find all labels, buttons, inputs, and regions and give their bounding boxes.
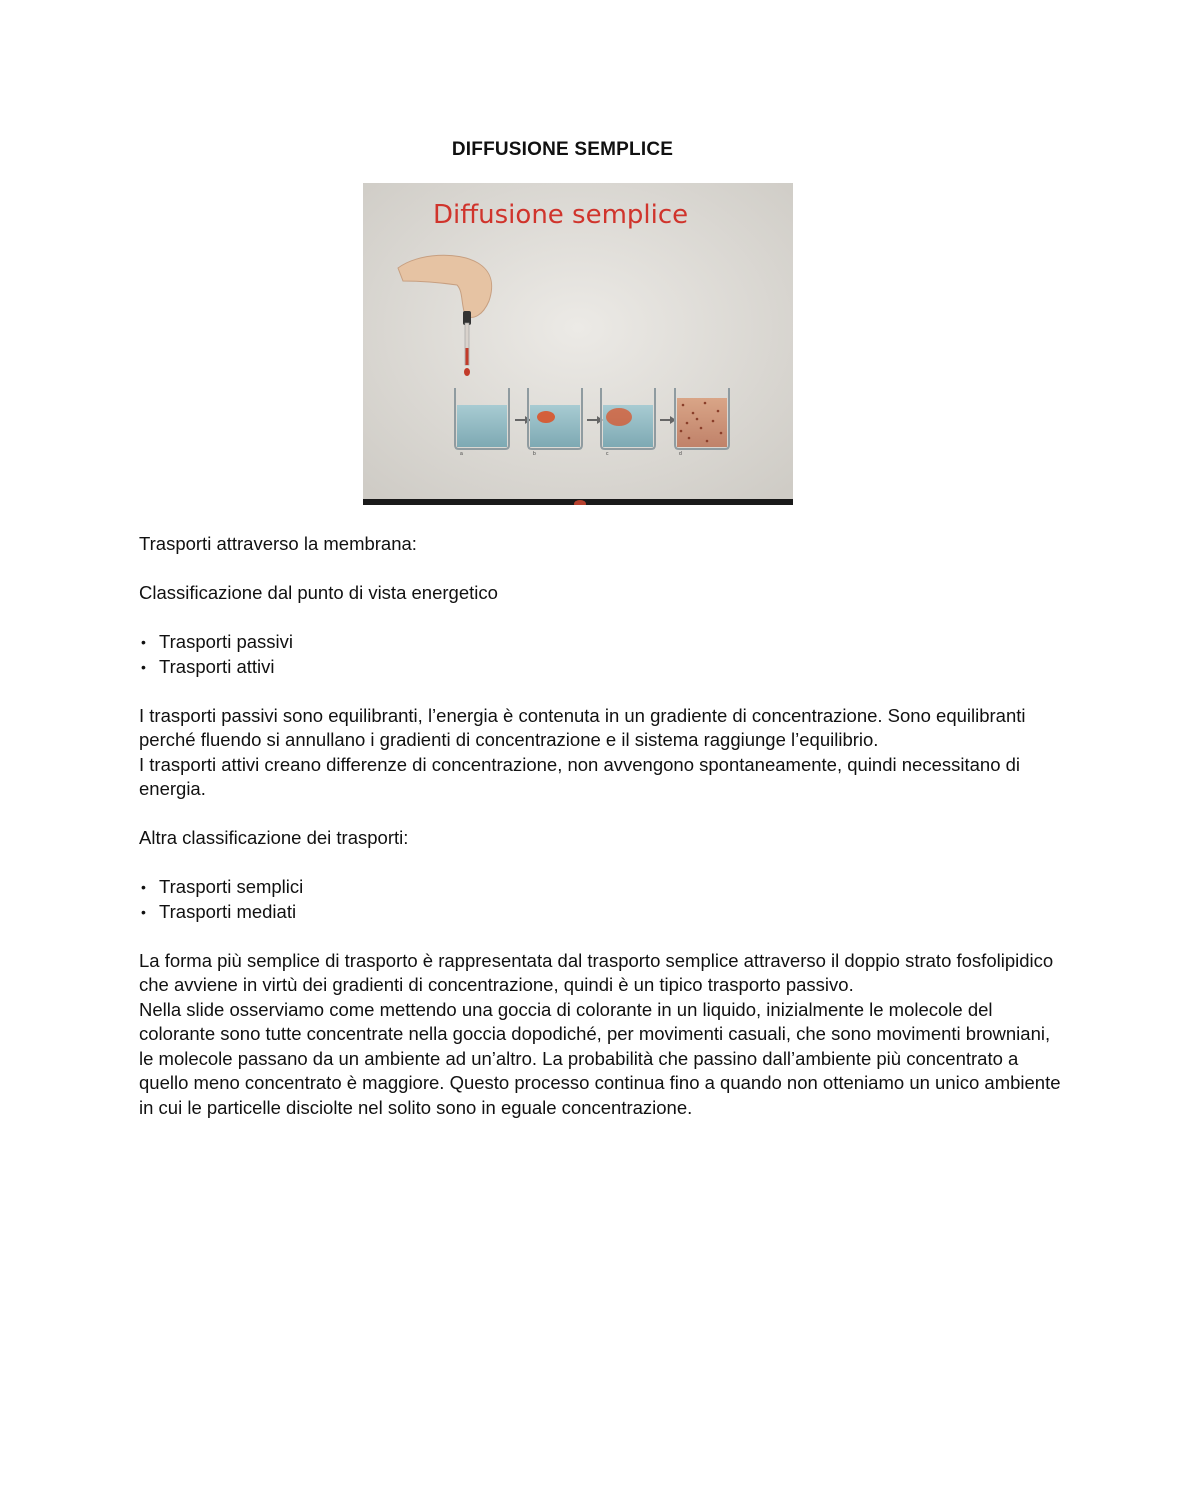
passive-paragraph: I trasporti passivi sono equilibranti, l’energia è contenuta in un gradiente di concentrazione. Sono equilibranti perché fluendo si annullano i gradienti di concentrazione e il sistema raggiunge l’equilibrio.	[139, 704, 1026, 750]
other-heading: Altra classificazione dei trasporti:	[139, 827, 409, 848]
svg-text:a: a	[460, 451, 463, 457]
bullet-icon: •	[141, 879, 146, 895]
svg-text:d: d	[679, 451, 682, 457]
bullet-icon: •	[141, 634, 146, 650]
page-title: DIFFUSIONE SEMPLICE	[451, 139, 674, 160]
beaker-d	[675, 388, 729, 457]
slide-background	[363, 183, 793, 505]
intro-text: Trasporti attraverso la membrana:	[139, 533, 417, 554]
bullet-icon: •	[141, 903, 146, 920]
diffusion-slide-image	[363, 183, 793, 505]
slide-paragraph: Nella slide osserviamo come mettendo una goccia di colorante in un liquido, inizialmente le molecole del colorante sono tutte concentrate nella goccia dopodiché, per movimenti casuali, che sono movimenti browniani, le molecole passano da un ambiente ad un’altro. La probabilità che passino dall’ambiente più concentrato a quello meno concentrato è maggiore. Questo processo continua fino a quando non otteniamo un unico ambiente in cui le particelle disciolte nel solito sono in eguale concentrazione.	[139, 998, 1061, 1118]
document-body	[139, 532, 1069, 1120]
bullet-icon: •	[141, 658, 146, 675]
list-item: • Trasporti attivi	[139, 655, 1069, 680]
active-paragraph: I trasporti attivi creano differenze di concentrazione, non avvengono spontaneamente, quindi necessitano di energia.	[139, 753, 1021, 799]
energetic-heading: Classificazione dal punto di vista energetico	[139, 582, 498, 603]
other-list	[139, 875, 1069, 924]
list-item: • Trasporti passivi	[139, 630, 1069, 655]
svg-text:b: b	[533, 451, 536, 457]
simple-paragraph: La forma più semplice di trasporto è rappresentata dal trasporto semplice attraverso il doppio strato fosfolipidico che avviene in virtù dei gradienti di concentrazione, quindi è un tipico trasporto passivo.	[139, 949, 1054, 995]
energetic-list	[139, 630, 1069, 679]
list-item: • Trasporti mediati	[139, 900, 1069, 925]
svg-text:c: c	[606, 451, 609, 457]
slide-title: Diffusione semplice	[433, 200, 689, 230]
list-item: • Trasporti semplici	[139, 875, 1069, 900]
